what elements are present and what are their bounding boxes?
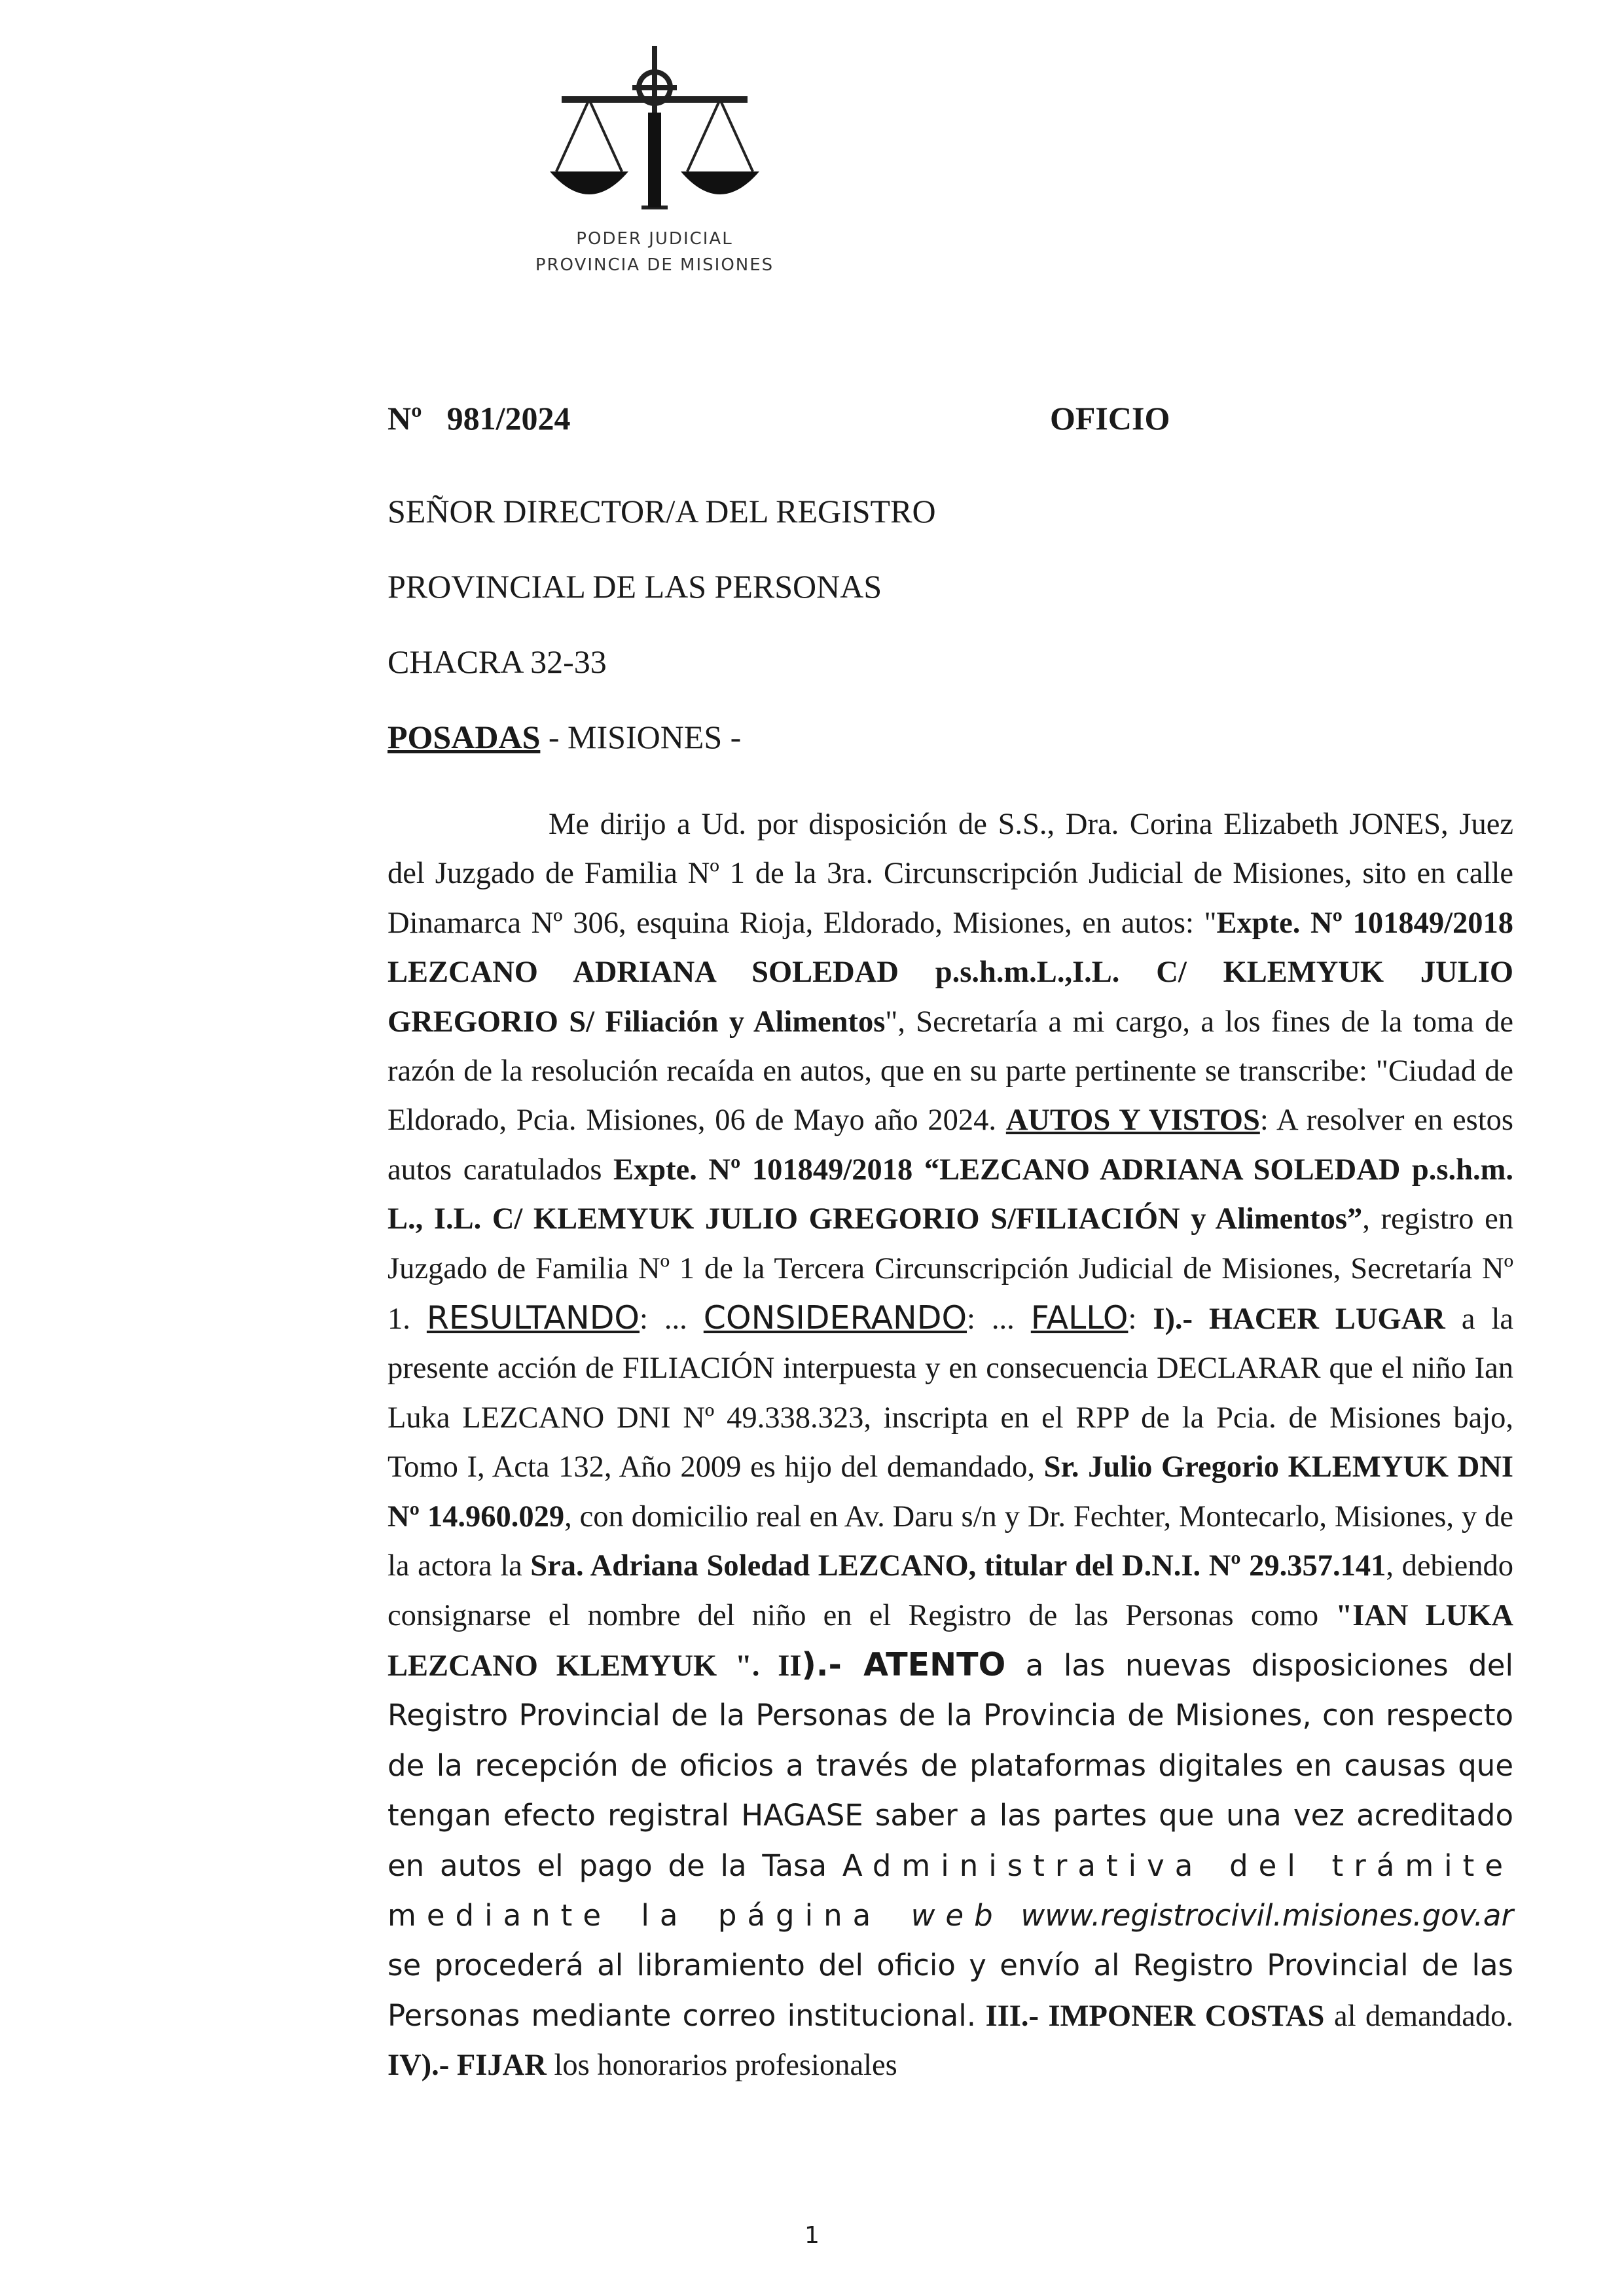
- child-full-name: "IAN LUKA LEZCANO KLEMYUK ". II: [388, 1598, 1514, 1683]
- scales-of-justice-icon: [543, 41, 766, 224]
- body-text-segment: :: [1128, 1302, 1153, 1336]
- registry-dispositions: a las nuevas disposiciones del Registro Provincial de la Personas de la Provincia de Misiones, con respecto de la recepción de oficios a través de plataformas digitales en causas que tengan efecto registral HAGASE saber a las partes que una vez acreditado en autos el pago de la Tasa: [388, 1647, 1513, 1883]
- autos-y-vistos-heading: AUTOS Y VISTOS: [1005, 1103, 1260, 1138]
- resolution-item-3: III.- IMPONER COSTAS: [985, 1999, 1325, 2033]
- body-text-segment: , con domicilio real en Av. Daru s/n y Dr. Fechter, Montecarlo, Misiones, y de la actora la: [388, 1499, 1513, 1583]
- document-type: OFICIO: [1050, 400, 1170, 437]
- court-logo: [511, 41, 799, 289]
- address-line1: SEÑOR DIRECTOR/A DEL REGISTRO: [388, 493, 936, 529]
- body-text-segment: a la presente acción de FILIACIÓN interpuesta y en consecuencia DECLARAR que el niño Ian Luka LEZCANO DNI Nº 49.338.323, inscripta en el RPP de la Pcia. de Misiones bajo, Tomo I, Acta 132, Año 2009 es hijo del demandado,: [388, 1302, 1514, 1484]
- resultando-heading: RESULTANDO: [426, 1299, 640, 1337]
- address-line3: CHACRA 32-33: [388, 643, 607, 680]
- body-text-segment: Administrativa del trámite mediante la página: [388, 1848, 1513, 1933]
- body-text-segment: se procederá al libramiento del oficio y envío al Registro Provincial de las Personas mediante correo institucional.: [388, 1948, 1513, 2033]
- document-number: [388, 399, 571, 437]
- number-value: 981/2024: [446, 400, 571, 437]
- body-text-segment: : A resolver en estos autos caratulados: [388, 1103, 1513, 1187]
- registry-url: www.registrocivil.misiones.gov.ar: [1020, 1897, 1514, 1933]
- body-text-segment: , registro en Juzgado de Familia Nº 1 de la Tercera Circunscripción Judicial de Misiones, Secretaría Nº 1.: [388, 1202, 1513, 1336]
- considerando-heading: CONSIDERANDO: [703, 1299, 967, 1337]
- body-text-segment: : ...: [967, 1302, 1031, 1336]
- case-reference-2: Expte. Nº 101849/2018 “LEZCANO ADRIANA SOLEDAD p.s.h.m. L., I.L. C/ KLEMYUK JULIO GREGORIO S/FILIACIÓN y Alimentos”: [388, 1153, 1513, 1236]
- address-city: POSADAS: [388, 719, 541, 755]
- logo-text-line2: PROVINCIA DE MISIONES: [535, 255, 774, 275]
- address-province: - MISIONES -: [540, 719, 742, 755]
- body-transcription-intro: ", Secretaría a mi cargo, a los fines de la toma de razón de la resolución recaída en autos, que en su parte pertinente se transcribe: "Ciudad de Eldorado, Pcia. Misiones, 06 de Mayo año 2024.: [388, 1005, 1513, 1138]
- body-intro: Me dirijo a Ud. por disposición de S.S., Dra. Corina Elizabeth JONES, Juez del Juzgado de Familia Nº 1 de la 3ra. Circunscripción Judicial de Misiones, sito en calle Dinamarca Nº 306, esquina Rioja, Eldorado, Misiones, en autos: ": [388, 808, 1513, 940]
- body-text-segment: , debiendo consignarse el nombre del niño en el Registro de las Personas como: [388, 1549, 1514, 1632]
- fallo-heading: FALLO: [1030, 1299, 1128, 1337]
- body-text-segment: web: [911, 1897, 1003, 1933]
- body-text-segment: al demandado.: [1324, 1999, 1513, 2033]
- plaintiff-name: Sra. Adriana Soledad LEZCANO, titular del D.N.I. Nº 29.357.141: [530, 1549, 1386, 1583]
- defendant-name: Sr. Julio Gregorio KLEMYUK DNI Nº 14.960.029: [388, 1450, 1513, 1534]
- number-symbol: Nº: [388, 400, 422, 437]
- resolution-item-1: I).- HACER LUGAR: [1153, 1302, 1445, 1336]
- body-text-segment: : ...: [640, 1302, 704, 1336]
- address-city-line: [388, 718, 741, 756]
- address-line2: PROVINCIAL DE LAS PERSONAS: [388, 568, 882, 605]
- body-text-segment: los honorarios profesionales: [546, 2049, 897, 2083]
- resolution-item-2: ).- ATENTO: [801, 1645, 1006, 1683]
- page-number: 1: [804, 2222, 820, 2249]
- case-reference: Expte. Nº 101849/2018 LEZCANO ADRIANA SOLEDAD p.s.h.m.L.,I.L. C/ KLEMYUK JULIO GREGORIO S/ Filiación y Alimentos: [388, 906, 1513, 1039]
- resolution-item-4: IV).- FIJAR: [388, 2049, 547, 2083]
- letter-body: [388, 800, 1513, 2090]
- logo-text-line1: PODER JUDICIAL: [576, 229, 733, 249]
